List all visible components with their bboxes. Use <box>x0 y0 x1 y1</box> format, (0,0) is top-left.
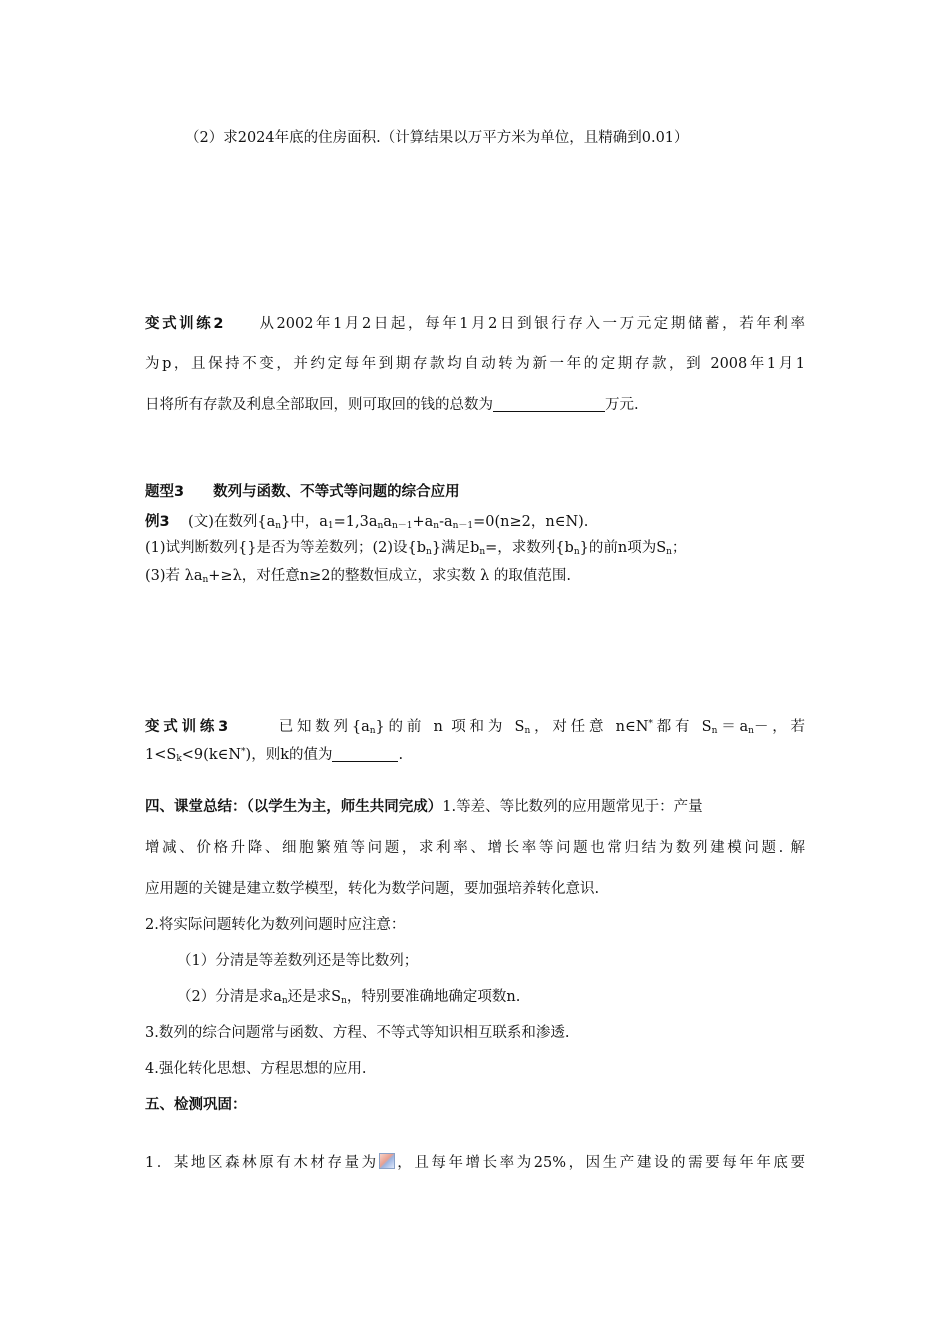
variant-training-3-line-2: $1<S_k<9(k\in N^*)$，则k的值为 . <box>145 747 404 764</box>
summary-title: 四、课堂总结：（以学生为主，师生共同完成） <box>145 799 443 815</box>
question-part-2: （2）求2024年底的住房面积.（计算结果以万平方米为单位，且精确到0.01） <box>185 130 689 146</box>
answer-blank <box>493 397 605 412</box>
variant-training-3-line-1: 变式训练3 已知数列$\{a_n\}$的前 n 项和为 $S_n$，对任意 n∈N*都有 $S_n=a_n-$，若 <box>145 719 806 736</box>
example-3-line-2: (1)试判断数列{}是否为等差数列；(2)设$\{b_n\}$满足$b_n=$，求数列$\{b_n\}$的前n项为$S_n$； <box>145 540 687 557</box>
variant-training-2-line-1: 变式训练2 从2002年1月2日起，每年1月2日到银行存入一万元定期储蓄，若年利率 <box>145 316 806 332</box>
summary-item-1-line-3: 应用题的关键是建立数学模型，转化为数学问题，要加强培养转化意识. <box>145 881 600 897</box>
example-3-label: 例3 <box>145 514 170 530</box>
example-3-line-1: 例3 (文)在数列$\{a_n\}$中，$a_1=1,3a_na_{n-1}+a_n-a_{n-1}=0(n\ge 2$，n∈N). <box>145 514 589 531</box>
variant-training-2-line-3: 日将所有存款及利息全部取回，则可取回的钱的总数为 万元. <box>145 397 639 413</box>
summary-item-1-line-1: 四、课堂总结：（以学生为主，师生共同完成）1.等差、等比数列的应用题常见于：产量 <box>145 799 703 815</box>
summary-item-2-sub-1: （1）分清是等差数列还是等比数列； <box>177 953 419 969</box>
summary-item-4: 4.强化转化思想、方程思想的应用. <box>145 1061 367 1077</box>
check-section-title: 五、检测巩固： <box>145 1097 247 1113</box>
type-3-heading: 题型3 数列与函数、不等式等问题的综合应用 <box>145 484 460 500</box>
formula-image <box>379 1153 395 1169</box>
summary-item-3: 3.数列的综合问题常与函数、方程、不等式等知识相互联系和渗透. <box>145 1025 570 1041</box>
summary-item-2-sub-2: （2）分清是求$a_n$还是求$S_n$，特别要准确地确定项数n. <box>177 989 521 1006</box>
summary-item-2: 2.将实际问题转化为数列问题时应注意： <box>145 917 406 933</box>
variant-training-2-line-2: 为p，且保持不变，并约定每年到期存款均自动转为新一年的定期存款，到 2008年1月1 <box>145 356 805 372</box>
check-question-1: 1．某地区森林原有木材存量为 ，且每年增长率为25%，因生产建设的需要每年年底要 <box>145 1155 805 1171</box>
variant-training-3-title: 变式训练3 <box>145 719 229 735</box>
example-3-line-3: (3)若 $\lambda a_n+\ge\lambda$，对任意n≥2的整数恒成立，求实数 λ 的取值范围. <box>145 568 571 585</box>
answer-blank <box>332 747 398 762</box>
variant-training-2-title: 变式训练2 <box>145 316 224 332</box>
summary-item-1-line-2: 增减、价格升降、细胞繁殖等问题，求利率、增长率等问题也常归结为数列建模问题. 解 <box>145 840 805 856</box>
